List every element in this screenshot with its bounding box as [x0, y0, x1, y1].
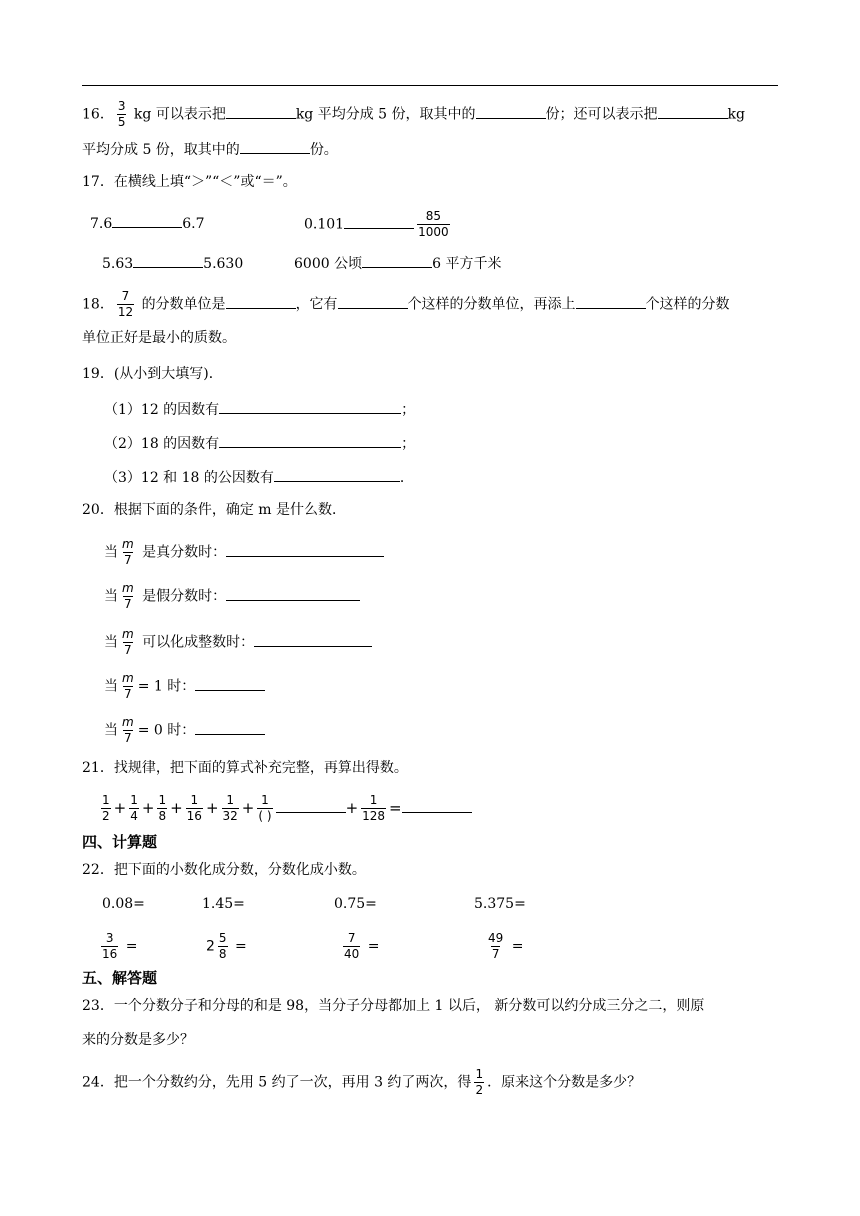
- term-fraction: $\frac{1}{4}$: [130, 793, 138, 823]
- q21-series: $\frac{1}{2}$ + $\frac{1}{4}$ + $\frac{1}{8}$ + $\frac{1}{16}$ + $\frac{1}{32}$ + $\frac{1}{( )}$ + $\frac{1}{128}$ =: [98, 794, 472, 823]
- answer-blank[interactable]: [402, 797, 472, 813]
- term-fraction-blank: $\frac{1}{( )}$: [258, 793, 272, 823]
- answer-blank[interactable]: [195, 719, 265, 735]
- answer-blank[interactable]: [274, 466, 400, 482]
- q22-fraction-3: $\frac{7}{40}$ =: [344, 931, 380, 961]
- q22-prompt: 22．把下面的小数化成分数，分数化成小数。: [82, 862, 366, 878]
- fraction-m-7: $\frac{m}{7}$: [122, 581, 134, 611]
- q22-decimal-1: 0.08=: [102, 896, 145, 912]
- answer-blank[interactable]: [226, 585, 360, 601]
- q22-decimal-3: 0.75=: [334, 896, 377, 912]
- section-title-calc: 四、计算题: [82, 833, 158, 851]
- fraction-3-5: $\frac{3}{5}$: [117, 99, 126, 129]
- term-fraction: $\frac{1}{8}$: [158, 793, 167, 823]
- answer-blank[interactable]: [226, 103, 296, 119]
- q20-case5: 当 $\frac{m}{7}$ = 0 时：: [104, 716, 265, 745]
- answer-blank[interactable]: [195, 675, 265, 691]
- q19-part3: （3）12 和 18 的公因数有 ．: [104, 466, 414, 488]
- answer-blank[interactable]: [219, 398, 401, 414]
- q16-line2: 平均分成 5 份，取其中的 份。: [82, 138, 338, 160]
- fraction-m-7: $\frac{m}{7}$: [122, 671, 134, 701]
- q19-prompt: 19．(从小到大填写)．: [82, 366, 223, 382]
- fraction-m-7: $\frac{m}{7}$: [122, 715, 134, 745]
- q18-line2: 单位正好是最小的质数。: [82, 330, 236, 346]
- header-rule: [82, 85, 778, 86]
- q22-decimal-4: 5.375=: [474, 896, 526, 912]
- term-fraction: $\frac{1}{128}$: [362, 793, 386, 823]
- q24-line: 24．把一个分数约分，先用 5 约了一次，再用 3 约了两次，得 $\frac{1}{2}$ ．原来这个分数是多少？: [82, 1067, 642, 1097]
- answer-blank[interactable]: [219, 432, 401, 448]
- answer-blank[interactable]: [476, 103, 546, 119]
- q20-prompt: 20．根据下面的条件，确定 m 是什么数．: [82, 502, 346, 518]
- fraction-1-2: $\frac{1}{2}$: [475, 1067, 484, 1097]
- answer-blank[interactable]: [240, 138, 310, 154]
- q16-line1: 16． $\frac{3}{5}$ kg 可以表示把 kg 平均分成 5 份，取其中的 份；还可以表示把 kg: [82, 99, 745, 129]
- q19-part2: （2）18 的因数有 ；: [104, 432, 415, 454]
- q21-prompt: 21．找规律，把下面的算式补充完整，再算出得数。: [82, 760, 408, 776]
- section-title-solve: 五、解答题: [82, 969, 158, 987]
- answer-blank[interactable]: [226, 293, 296, 309]
- answer-blank[interactable]: [226, 541, 384, 557]
- q17-item-c: 5.63 5.630: [102, 252, 243, 274]
- q17-item-b: 0.101 $\frac{85}{1000}$: [304, 209, 449, 239]
- fraction-7-12: $\frac{7}{12}$: [117, 289, 134, 319]
- q22-decimal-2: 1.45=: [202, 896, 245, 912]
- q19-part1: （1）12 的因数有 ；: [104, 398, 415, 420]
- q23-line2: 来的分数是多少？: [82, 1032, 194, 1048]
- answer-blank[interactable]: [658, 103, 728, 119]
- term-fraction: $\frac{1}{2}$: [102, 793, 110, 823]
- answer-blank[interactable]: [254, 631, 372, 647]
- q22-fraction-4: $\frac{49}{7}$ =: [488, 931, 524, 961]
- q20-case3: 当 $\frac{m}{7}$ 可以化成整数时：: [104, 628, 372, 657]
- q23-line1: 23．一个分数分子和分母的和是 98，当分子分母都加上 1 以后， 新分数可以约分成三分之二，则原: [82, 998, 705, 1014]
- answer-blank[interactable]: [276, 797, 346, 813]
- fraction-m-7: $\frac{m}{7}$: [122, 627, 134, 657]
- answer-blank[interactable]: [338, 293, 408, 309]
- answer-blank[interactable]: [344, 213, 414, 229]
- q17-item-a: 7.6 6.7: [90, 212, 205, 234]
- fraction-m-7: $\frac{m}{7}$: [122, 537, 134, 567]
- q18-line1: 18． $\frac{7}{12}$ 的分数单位是 ，它有 个这样的分数单位，再添上 个这样的分数: [82, 289, 730, 319]
- q20-case1: 当 $\frac{m}{7}$ 是真分数时：: [104, 538, 384, 567]
- answer-blank[interactable]: [133, 252, 203, 268]
- q20-case4: 当 $\frac{m}{7}$ = 1 时：: [104, 672, 265, 701]
- term-fraction: $\frac{1}{16}$: [186, 793, 202, 823]
- term-fraction: $\frac{1}{32}$: [222, 793, 238, 823]
- q17-item-d: 6000 公顷 6 平方千米: [294, 252, 501, 274]
- fraction-85-1000: $\frac{85}{1000}$: [418, 209, 449, 239]
- answer-blank[interactable]: [576, 293, 646, 309]
- q20-case2: 当 $\frac{m}{7}$ 是假分数时：: [104, 582, 360, 611]
- answer-blank[interactable]: [362, 252, 432, 268]
- q22-fraction-2: 2 $\frac{5}{8}$ =: [206, 931, 247, 961]
- q22-fraction-1: $\frac{3}{16}$ =: [102, 931, 138, 961]
- answer-blank[interactable]: [112, 212, 182, 228]
- q17-prompt: 17．在横线上填“＞”“＜”或“＝”。: [82, 174, 297, 190]
